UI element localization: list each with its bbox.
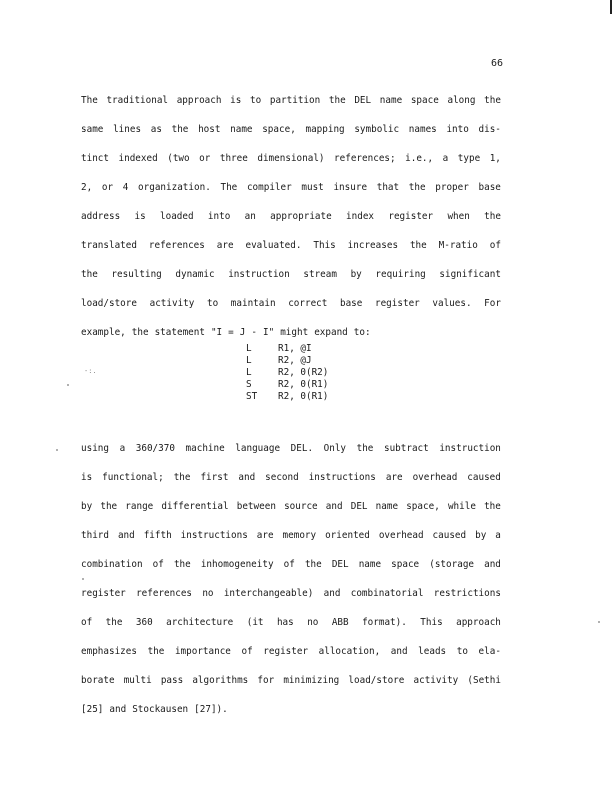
scan-speck [82,578,84,580]
text-line: tinct indexed (two or three dimensional) references; i.e., a type 1, [81,153,501,164]
text-line: [25] and Stockausen [27]). [81,704,228,715]
text-line: example, the statement "I = J - I" might expand to: [81,327,371,338]
code-operands: R2, 0(R2) [278,367,329,378]
text-line: register references no interchangeable) and combinatorial restrictions [81,588,501,599]
text-line: 2, or 4 organization. The compiler must insure that the proper base [81,182,501,193]
text-line: combination of the inhomogeneity of the DEL name space (storage and [81,559,501,570]
code-opcode: L [246,355,252,366]
code-opcode: L [246,343,252,354]
code-opcode: S [246,379,252,390]
text-line: The traditional approach is to partition the DEL name space along the [81,95,501,106]
text-line: of the 360 architecture (it has no ABB format). This approach [81,617,501,628]
text-line: by the range differential between source and DEL name space, while the [81,501,501,512]
code-line [246,343,312,355]
scan-speck [67,384,69,386]
text-line: using a 360/370 machine language DEL. Only the subtract instruction [81,443,501,454]
scan-speck [56,449,58,451]
text-line: translated references are evaluated. This increases the M-ratio of [81,240,501,251]
code-operands: R1, @I [278,343,312,354]
code-line [246,379,328,391]
code-operands: R2, 0(R1) [278,379,329,390]
text-line: load/store activity to maintain correct base register values. For [81,298,501,309]
text-line: address is loaded into an appropriate index register when the [81,211,501,222]
scan-speck [598,621,600,623]
code-opcode: L [246,367,252,378]
text-line: third and fifth instructions are memory oriented overhead caused by a [81,530,501,541]
text-line: is functional; the first and second instructions are overhead caused [81,472,501,483]
text-line: same lines as the host name space, mapping symbolic names into dis- [81,124,501,135]
code-line [246,391,328,403]
code-operands: R2, @J [278,355,312,366]
text-line: borate multi pass algorithms for minimizing load/store activity (Sethi [81,675,501,686]
text-line: the resulting dynamic instruction stream by requiring significant [81,269,501,280]
code-opcode: ST [246,391,258,402]
page-number: 66 [491,58,504,69]
code-operands: R2, 0(R1) [278,391,329,402]
scan-smudge: -:. [84,367,97,375]
text-line: emphasizes the importance of register allocation, and leads to ela- [81,646,501,657]
code-line [246,355,312,367]
code-line [246,367,328,379]
